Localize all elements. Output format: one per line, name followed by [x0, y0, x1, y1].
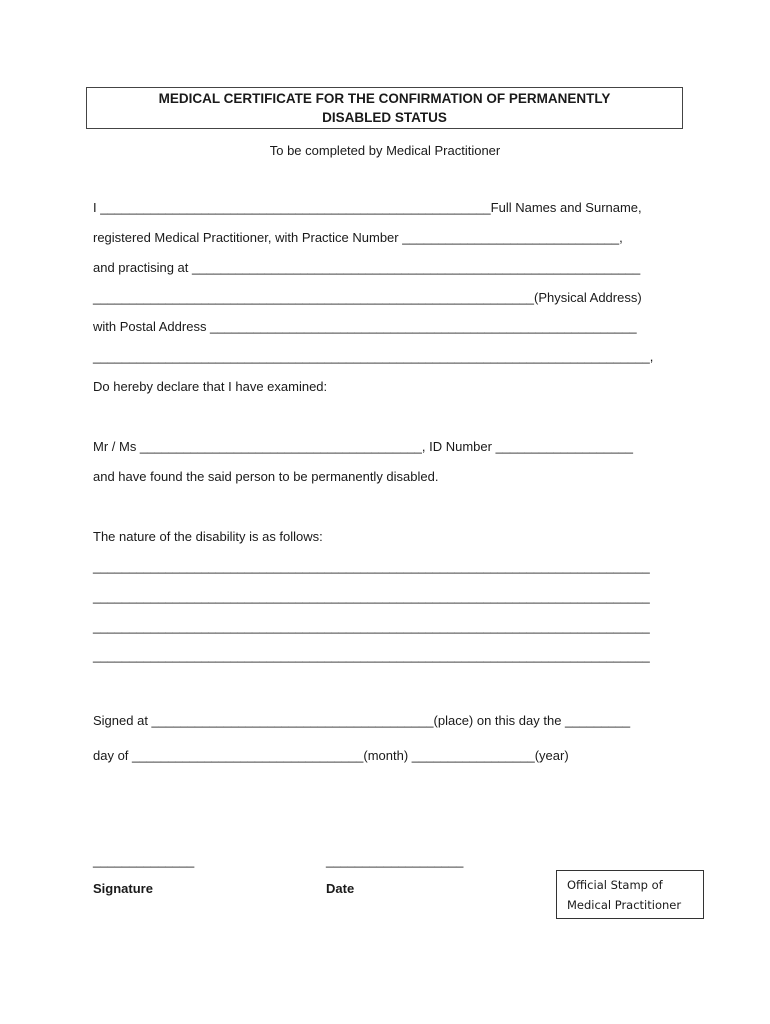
certificate-title-box — [86, 87, 683, 129]
date-label: Date — [326, 881, 355, 896]
certificate-title-line1: MEDICAL CERTIFICATE FOR THE CONFIRMATION OF PERMANENTLY — [158, 91, 611, 106]
patient-name-id-field-line[interactable]: Mr / Ms _______________________________________, ID Number ___________________ — [93, 439, 633, 454]
declaration-text: Do hereby declare that I have examined: — [93, 379, 328, 394]
practice-number-field-line[interactable]: registered Medical Practitioner, with Practice Number ______________________________, — [93, 230, 623, 245]
postal-address-field-line[interactable]: with Postal Address ___________________________________________________________ — [93, 319, 637, 334]
certificate-title-line2: DISABLED STATUS — [322, 110, 447, 125]
stamp-label-line2: Medical Practitioner — [567, 898, 682, 912]
disability-description-line[interactable]: _____________________________________________________________________________ — [93, 619, 650, 634]
finding-text: and have found the said person to be permanently disabled. — [93, 469, 439, 484]
disability-description-line[interactable]: _____________________________________________________________________________ — [93, 559, 650, 574]
official-stamp-box — [556, 870, 704, 919]
signed-at-field-line[interactable]: Signed at _______________________________________(place) on this day the _________ — [93, 713, 631, 728]
physical-address-field-line[interactable]: _____________________________________________________________(Physical Address) — [93, 290, 642, 305]
full-name-field-line[interactable]: I ______________________________________________________Full Names and Surname, — [93, 200, 642, 215]
disability-description-line[interactable]: _____________________________________________________________________________ — [93, 589, 650, 604]
practising-at-field-line[interactable]: and practising at ______________________________________________________________ — [93, 260, 641, 275]
signature-label: Signature — [93, 881, 153, 896]
date-blank[interactable]: ___________________ — [326, 853, 464, 868]
signature-blank[interactable]: ______________ — [93, 853, 195, 868]
disability-description-line[interactable]: _____________________________________________________________________________ — [93, 648, 650, 663]
stamp-label-line1: Official Stamp of — [567, 878, 663, 892]
certificate-subtitle: To be completed by Medical Practitioner — [269, 143, 501, 158]
postal-address-continued-line[interactable]: _____________________________________________________________________________, — [93, 349, 654, 364]
disability-nature-label: The nature of the disability is as follows: — [93, 529, 323, 544]
day-month-year-field-line[interactable]: day of ________________________________(month) _________________(year) — [93, 748, 569, 763]
